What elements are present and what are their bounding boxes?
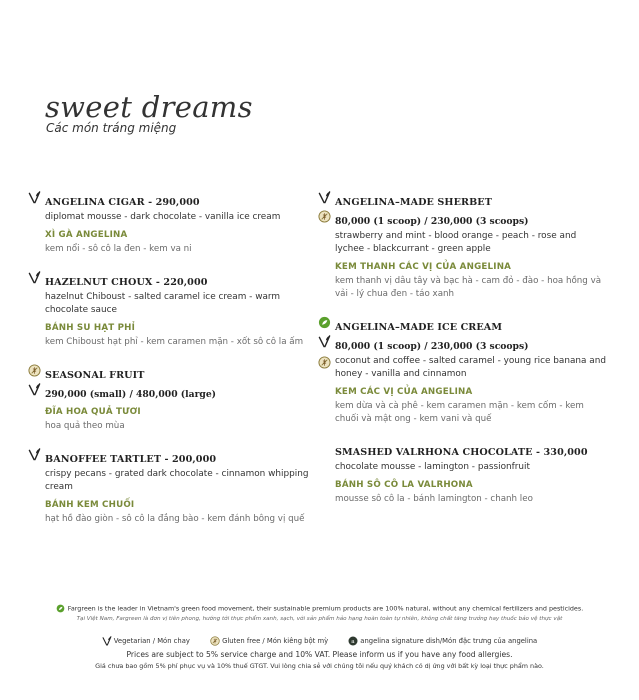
menu-item-title-row [318,315,608,334]
menu-item-vn-name: BÁNH KEM CHUỐI [45,500,135,510]
menu-item-title-row [318,440,608,459]
menu-item-price-row [318,334,608,353]
fargreen-icon [318,316,331,329]
menu-item-vn-description: mousse sô cô la - bánh lamington - chanh leo [335,494,533,504]
menu-item-description: chocolate mousse - lamington - passionfruit [335,462,530,472]
gluten-free-icon [318,356,331,369]
fargreen-note [0,604,639,613]
menu-item-description: crispy pecans - grated dark chocolate - cinnamon whipping cream [45,469,309,492]
vegetarian-icon [28,448,41,461]
menu-item-price: 290,000 (small) / 480,000 (large) [45,389,217,400]
vegetarian-icon [28,191,41,204]
fargreen-note-text: Fargreen is the leader in Vietnam's green food movement, their sustainable premium products are 100% natural, without any chemical fertilizers and pesticides. [67,604,584,613]
menu-item [28,190,313,256]
menu-item-price: 80,000 (1 scoop) / 230,000 (3 scoops) [335,216,529,227]
menu-item-vn-name: KEM CÁC VỊ CỦA ANGELINA [335,387,473,397]
vegetarian-icon [28,271,41,284]
menu-item-name: SEASONAL FRUIT [45,370,145,381]
menu-item-description: coconut and coffee - salted caramel - young rice banana and honey - vanilla and cinnamon [335,356,606,379]
menu-item-name: ANGELINA–MADE SHERBET [335,197,492,208]
menu-item-title-row [28,270,313,289]
menu-item-name: ANGELINA–MADE ICE CREAM [335,322,503,333]
menu-item-title-row [28,190,313,209]
page-title: sweet dreams [45,90,253,124]
legend-vegetarian-label: Vegetarian / Món chay [113,637,190,645]
fargreen-note-vn: Tại Việt Nam, Fargreen là đơn vị tiên phong, hướng tới thực phẩm xanh, sạch, với sản phẩm hảo hạng hoàn toàn tự nhiên, không chất tăng trưởng hay thuốc bảo vệ thực vật [76,616,563,622]
legend-gluten-free [210,636,328,646]
menu-item-price-row [28,382,313,401]
menu-item-description: strawberry and mint - blood orange - peach - rose and lychee - blackcurrant - green apple [335,231,577,254]
menu-item-description: diplomat mousse - dark chocolate - vanilla ice cream [45,212,281,222]
menu-item-name: ANGELINA CIGAR - 290,000 [45,197,200,208]
menu-item-vn-name: XÌ GÀ ANGELINA [45,230,128,240]
menu-item [28,270,313,349]
menu-item-description: hazelnut Chiboust - salted caramel ice cream - warm chocolate sauce [45,292,281,315]
menu-item [28,363,313,433]
service-charge-note-vn: Giá chưa bao gồm 5% phí phục vụ và 10% thuế GTGT. Vui lòng chia sẻ với chúng tôi nếu quý khách có dị ứng với bất kỳ loại thực phẩm nào. [95,662,544,670]
menu-item-vn-description: kem nổi - sô cô la đen - kem va ni [45,244,192,254]
menu-item-vn-description: hạt hồ đào giòn - sô cô la đắng bào - kem đánh bông vị quế [45,514,305,524]
fargreen-icon [56,604,65,613]
icon-legend [0,636,639,646]
menu-item-vn-name: KEM THANH CÁC VỊ CỦA ANGELINA [335,262,512,272]
gluten-free-icon [210,636,220,646]
menu-item [318,440,608,506]
service-charge-note: Prices are subject to 5% service charge and 10% VAT. Please inform us if you have any food allergies. [126,650,513,659]
menu-item-price: 80,000 (1 scoop) / 230,000 (3 scoops) [335,341,529,352]
menu-column-right [318,190,608,520]
legend-gluten-free-label: Gluten free / Món kiêng bột mỳ [222,637,329,645]
legend-signature [348,636,537,646]
menu-item-name: BANOFFEE TARTLET - 200,000 [45,454,217,465]
menu-item [28,447,313,526]
gluten-free-icon [28,364,41,377]
angelina-signature-icon [348,636,358,646]
menu-item-price-row [318,209,608,228]
menu-item-vn-name: ĐĨA HOA QUẢ TƯƠI [45,407,141,417]
menu-item-vn-description: kem dừa và cà phê - kem caramen mặn - kem cốm - kem chuối và mật ong - kem vani và quế [335,401,584,424]
menu-item-title-row [28,447,313,466]
menu-item-title-row [28,363,313,382]
menu-item-vn-description: hoa quả theo mùa [45,421,125,431]
page-subtitle: Các món tráng miệng [46,121,177,135]
legend-vegetarian [102,636,190,646]
vegetarian-icon [318,191,331,204]
menu-item-vn-description: kem Chiboust hạt phỉ - kem caramen mặn - xốt sô cô la ấm [45,337,304,347]
vegetarian-icon [318,335,331,348]
menu-item [318,190,608,301]
gluten-free-icon [318,210,331,223]
menu-item [318,315,608,426]
menu-item-desc-row [318,355,608,381]
menu-column-left [28,190,313,540]
vegetarian-icon [28,383,41,396]
legend-signature-label: angelina signature dish/Món đặc trưng của angelina [360,637,538,645]
menu-item-vn-description: kem thanh vị dâu tây và bạc hà - cam đỏ - đào - hoa hồng và vải - lý chua đen - táo xanh [335,276,602,299]
menu-item-vn-name: BÁNH SÔ CÔ LA VALRHONA [335,480,473,490]
menu-item-name: SMASHED VALRHONA CHOCOLATE - 330,000 [335,447,588,458]
menu-item-vn-name: BÁNH SU HẠT PHỈ [45,323,136,333]
menu-item-name: HAZELNUT CHOUX - 220,000 [45,277,208,288]
vegetarian-icon [102,636,112,646]
menu-item-title-row [318,190,608,209]
